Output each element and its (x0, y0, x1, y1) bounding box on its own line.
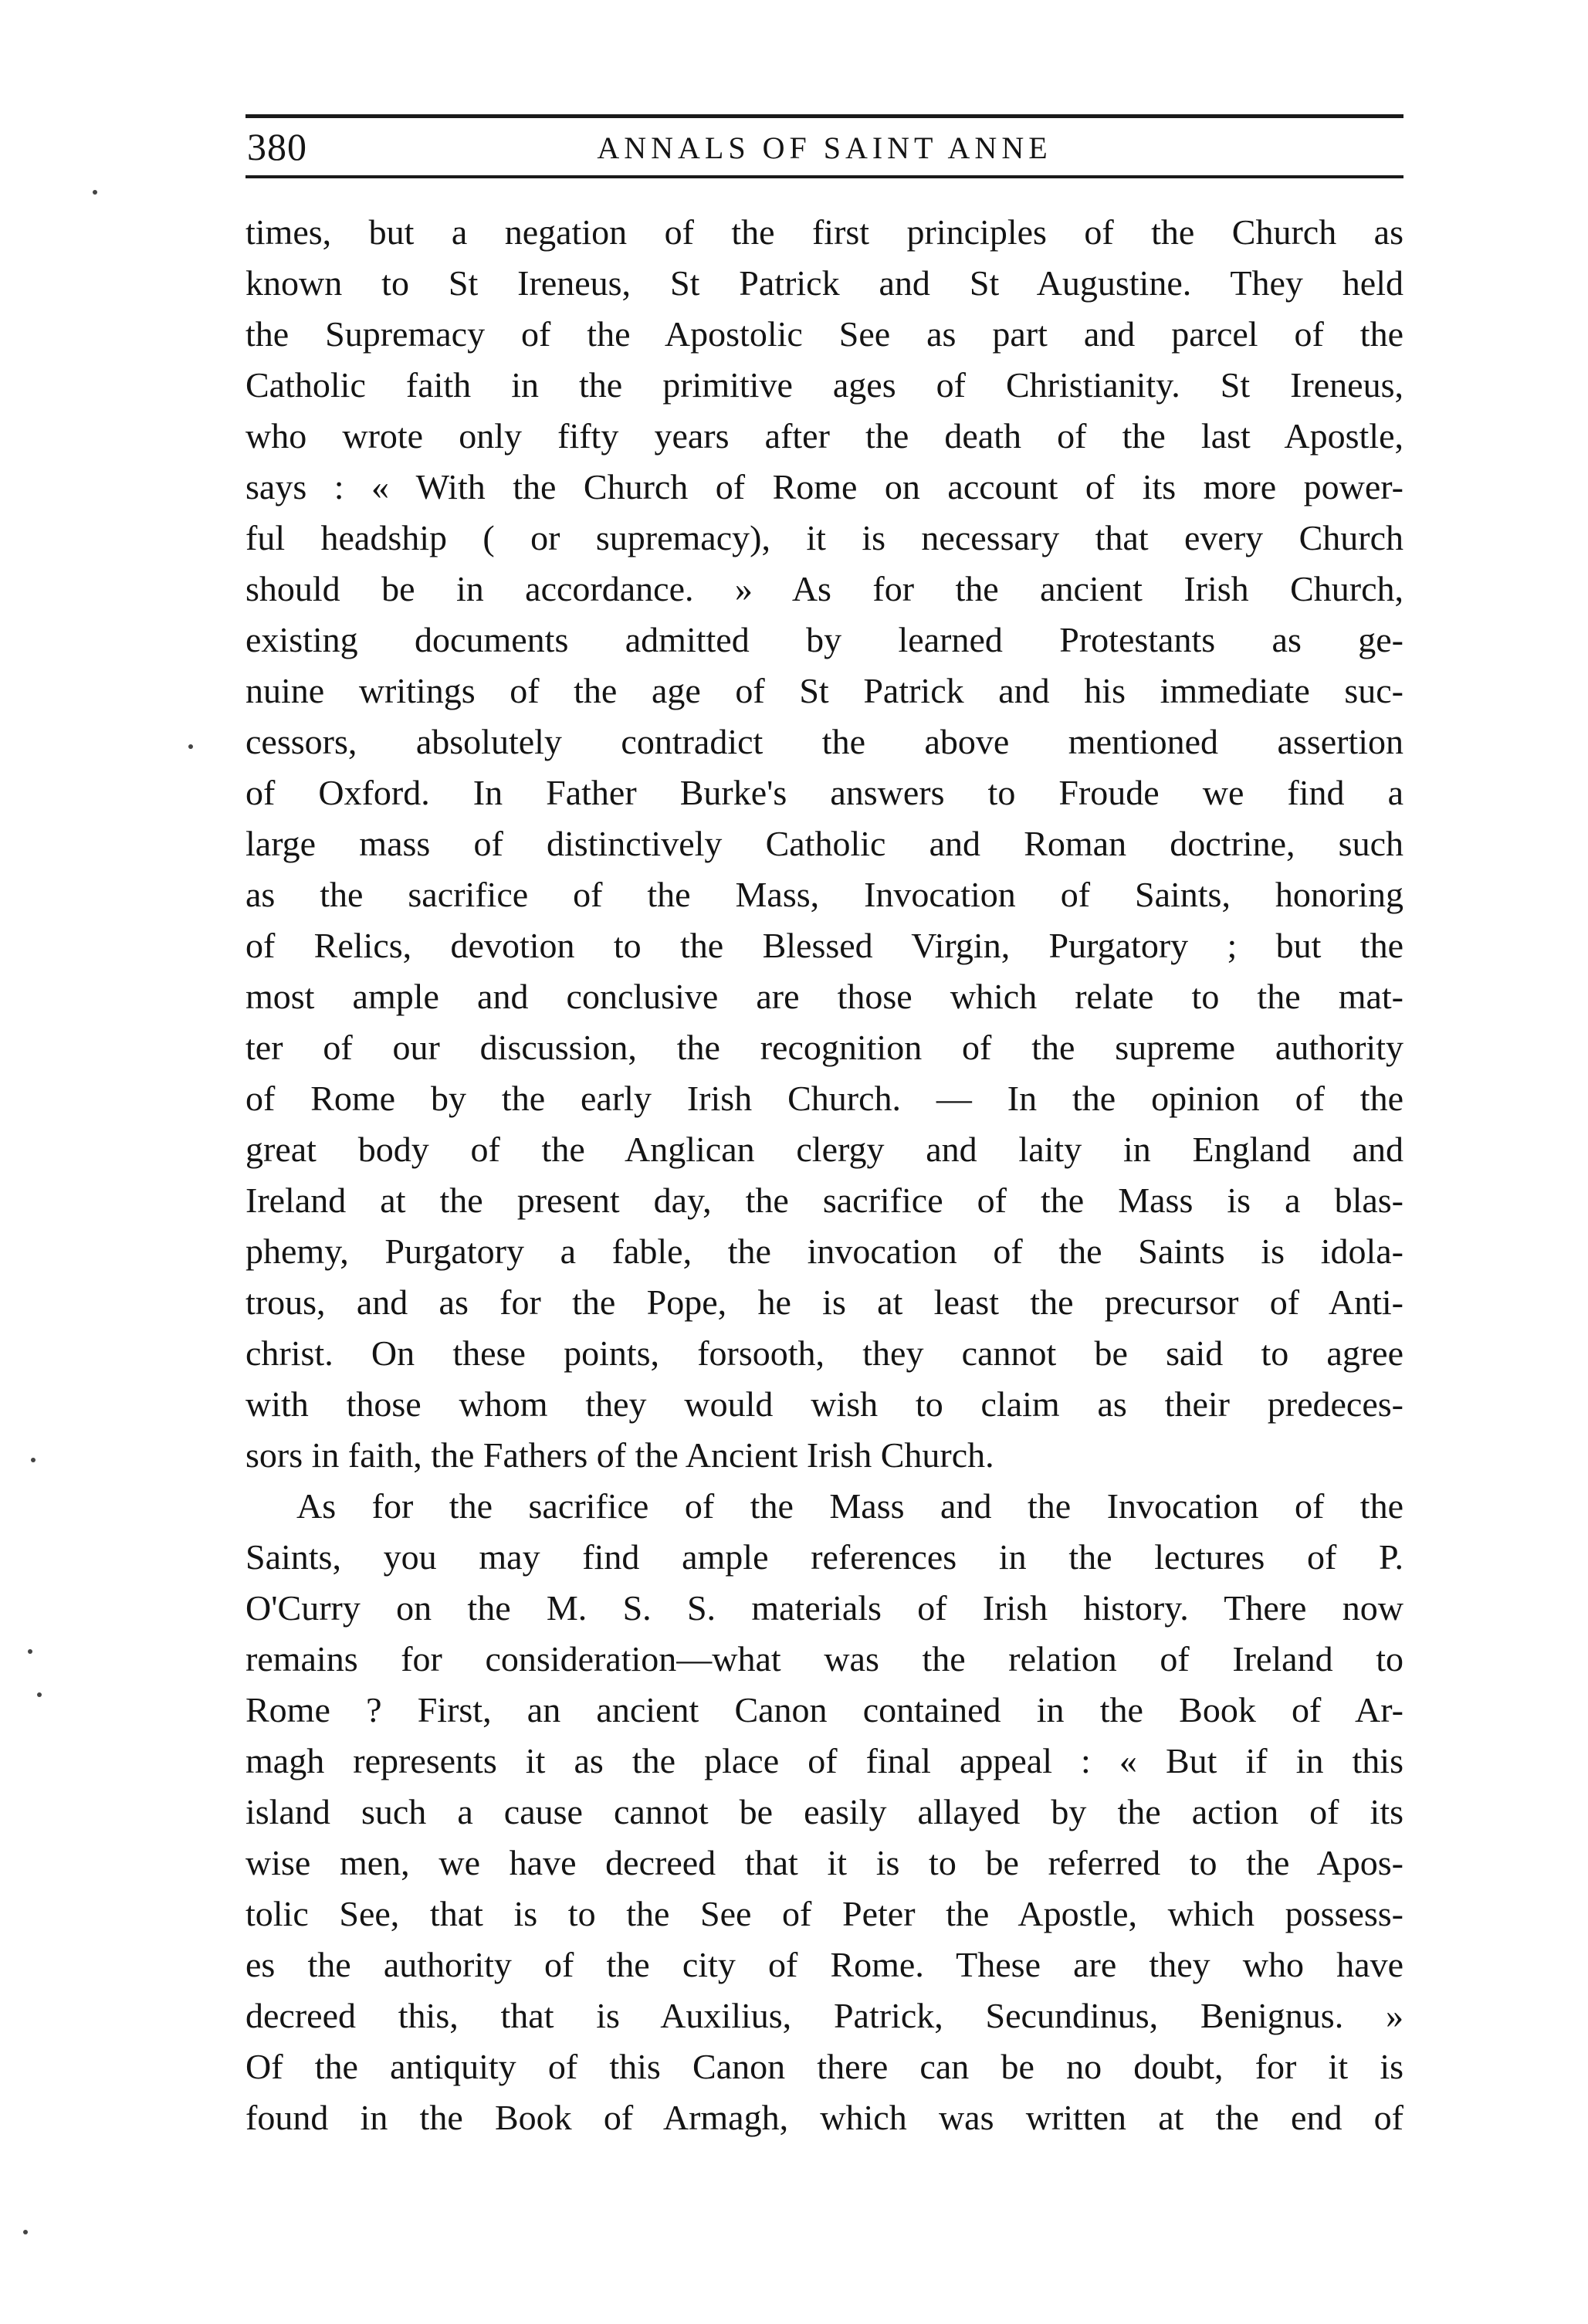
text-line: as the sacrifice of the Mass, Invocation of Saints, honoring (245, 875, 1403, 914)
scan-speck (37, 1692, 42, 1697)
running-title: ANNALS OF SAINT ANNE (597, 130, 1052, 165)
header-bottom-rule (245, 175, 1403, 178)
text-line: magh represents it as the place of final appeal : « But if in this (245, 1741, 1403, 1780)
text-line: says : « With the Church of Rome on account of its more power- (245, 467, 1403, 506)
text-line: cessors, absolutely contradict the above mentioned assertion (245, 722, 1403, 761)
scan-speck (28, 1649, 32, 1654)
text-line: with those whom they would wish to claim as their predeces- (245, 1384, 1403, 1424)
text-line: wise men, we have decreed that it is to be referred to the Apos- (245, 1843, 1403, 1882)
text-line: es the authority of the city of Rome. These are they who have (245, 1945, 1403, 1984)
text-line: of Rome by the early Irish Church. — In the opinion of the (245, 1079, 1403, 1118)
scan-speck (188, 744, 193, 749)
scan-speck (93, 190, 97, 195)
text-line: O'Curry on the M. S. S. materials of Irish history. There now (245, 1588, 1403, 1628)
text-line: Ireland at the present day, the sacrifice of the Mass is a blas- (245, 1181, 1403, 1220)
text-line: who wrote only fifty years after the death of the last Apostle, (245, 416, 1403, 456)
text-line: times, but a negation of the first principles of the Church as (245, 212, 1403, 252)
text-line: most ample and conclusive are those which relate to the mat- (245, 977, 1403, 1016)
text-line: island such a cause cannot be easily allayed by the action of its (245, 1792, 1403, 1831)
text-line: decreed this, that is Auxilius, Patrick, Secundinus, Benignus. » (245, 1996, 1403, 2035)
body-text (245, 207, 1403, 2143)
page-number: 380 (247, 125, 307, 168)
paragraph-end-line: sors in faith, the Fathers of the Ancient Irish Church. (245, 1435, 994, 1475)
text-line: known to St Ireneus, St Patrick and St Augustine. They held (245, 263, 1403, 303)
text-line: remains for consideration—what was the relation of Ireland to (245, 1639, 1403, 1679)
text-line: the Supremacy of the Apostolic See as part and parcel of the (245, 314, 1403, 354)
text-line: ful headship ( or supremacy), it is necessary that every Church (245, 518, 1403, 557)
text-line: existing documents admitted by learned Protestants as ge- (245, 620, 1403, 659)
text-line: phemy, Purgatory a fable, the invocation of the Saints is idola- (245, 1231, 1403, 1271)
text-line: christ. On these points, forsooth, they cannot be said to agree (245, 1333, 1403, 1373)
text-line: trous, and as for the Pope, he is at least the precursor of Anti- (245, 1282, 1403, 1322)
text-line: Of the antiquity of this Canon there can be no doubt, for it is (245, 2047, 1403, 2086)
text-line: Saints, you may find ample references in the lectures of P. (245, 1537, 1403, 1577)
text-line: found in the Book of Armagh, which was written at the end of (245, 2098, 1403, 2137)
paragraph-first-line: As for the sacrifice of the Mass and the Invocation of the (296, 1486, 1403, 1526)
text-line: of Oxford. In Father Burke's answers to Froude we find a (245, 773, 1403, 812)
page-header (245, 114, 1403, 179)
text-line: ter of our discussion, the recognition of the supreme authority (245, 1028, 1403, 1067)
text-line: should be in accordance. » As for the ancient Irish Church, (245, 569, 1403, 608)
scan-speck (31, 1458, 36, 1462)
text-line: great body of the Anglican clergy and laity in England and (245, 1130, 1403, 1169)
text-line: tolic See, that is to the See of Peter the Apostle, which possess- (245, 1894, 1403, 1933)
text-line: large mass of distinctively Catholic and Roman doctrine, such (245, 824, 1403, 863)
text-line: nuine writings of the age of St Patrick and his immediate suc- (245, 671, 1403, 710)
text-line: Rome ? First, an ancient Canon contained in the Book of Ar- (245, 1690, 1403, 1729)
scan-speck (23, 2230, 28, 2234)
text-line: Catholic faith in the primitive ages of Christianity. St Ireneus, (245, 365, 1403, 405)
text-line: of Relics, devotion to the Blessed Virgin, Purgatory ; but the (245, 926, 1403, 965)
header-top-rule (245, 114, 1403, 118)
